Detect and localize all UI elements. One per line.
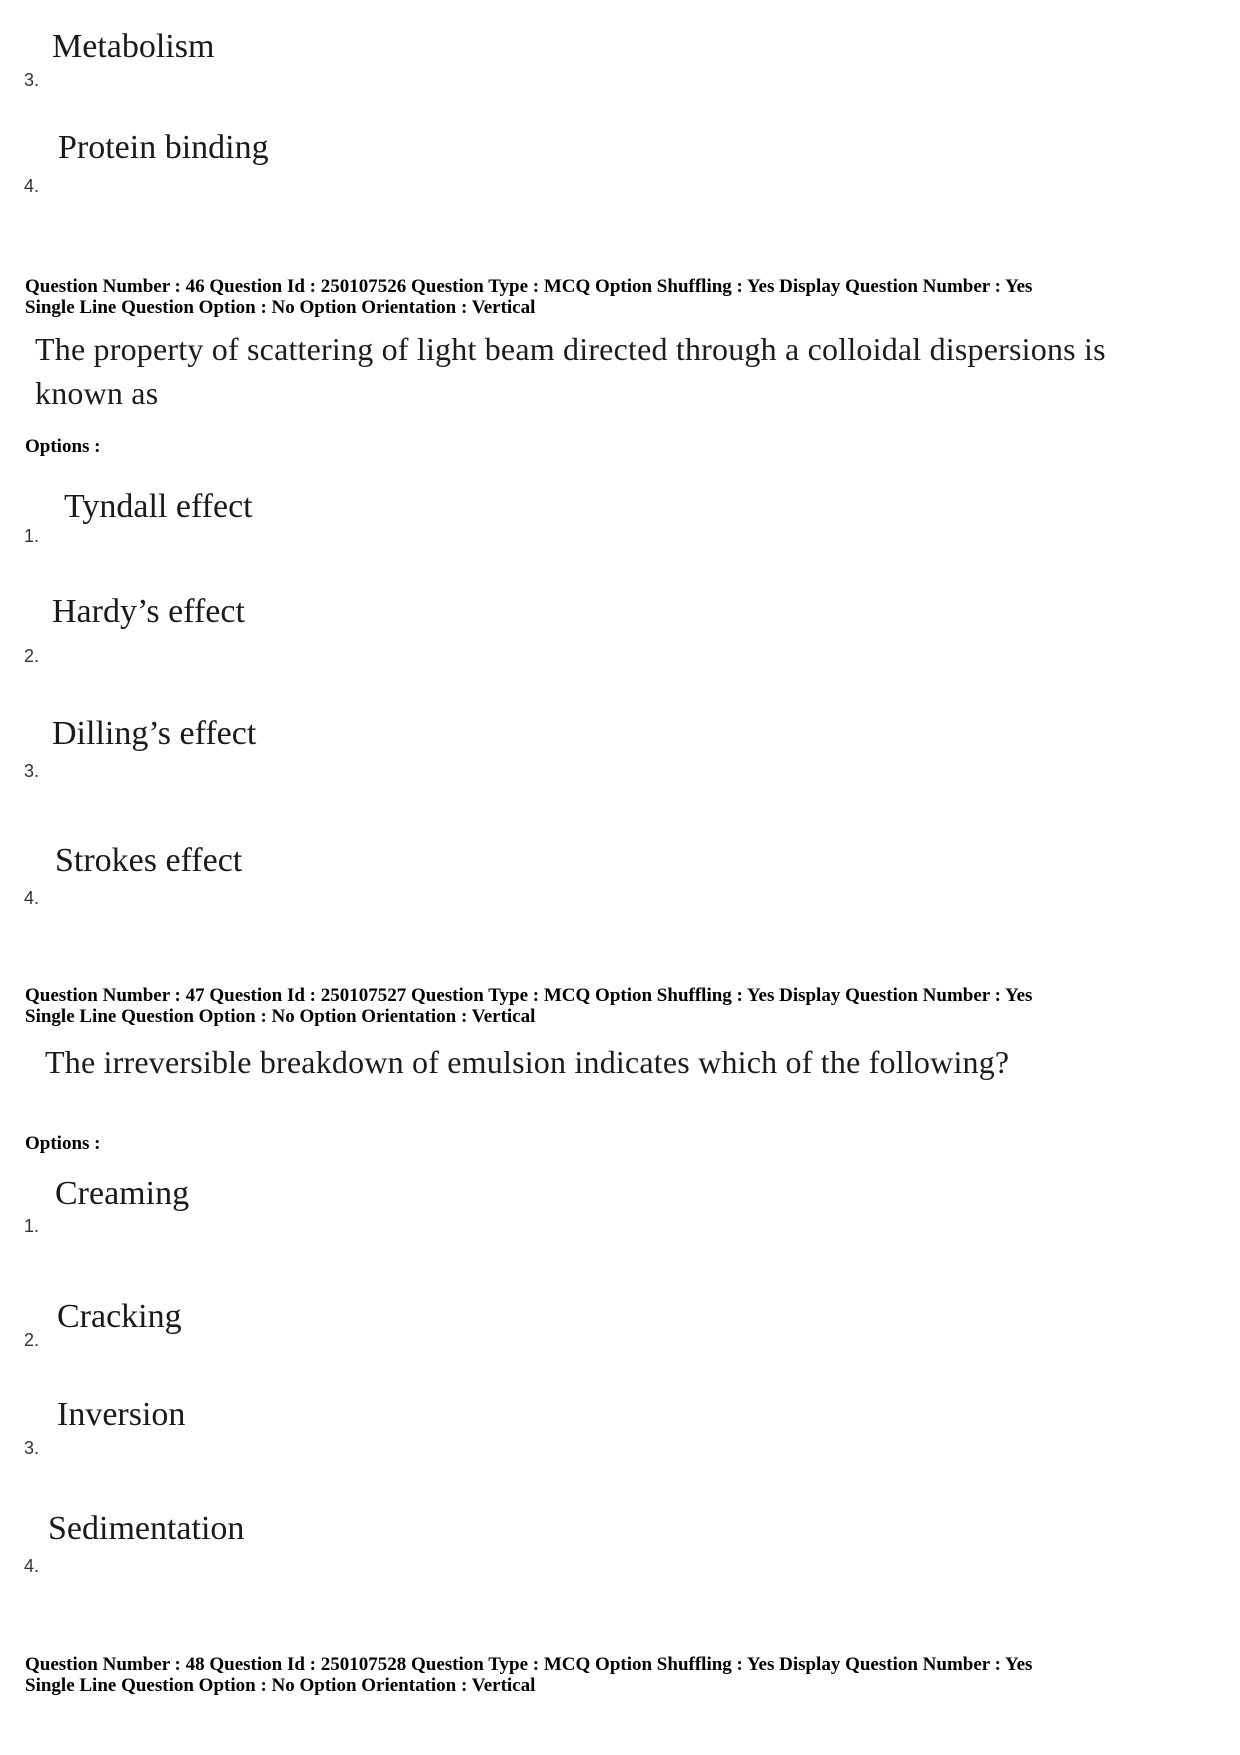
option-number: 4.	[24, 176, 40, 196]
option-text: Metabolism	[52, 28, 215, 65]
option-number: 2.	[24, 646, 40, 666]
option-text: Inversion	[57, 1396, 186, 1433]
question-text: The irreversible breakdown of emulsion indicates which of the following?	[45, 1044, 1010, 1080]
option-number: 2.	[24, 1330, 40, 1350]
question-meta: Question Number : 46 Question Id : 250107526 Question Type : MCQ Option Shuffling : Yes Display Question Number : Yes	[25, 276, 1033, 297]
option-number: 1.	[24, 526, 40, 546]
option-number: 4.	[24, 1556, 40, 1576]
option-text: Protein binding	[58, 129, 269, 166]
option-text: Hardy’s effect	[52, 593, 245, 630]
question-meta: Question Number : 48 Question Id : 250107528 Question Type : MCQ Option Shuffling : Yes Display Question Number : Yes	[25, 1654, 1033, 1675]
option-text: Creaming	[55, 1175, 190, 1212]
question-text: The property of scattering of light beam directed through a colloidal dispersions is	[35, 331, 1106, 367]
option-number: 3.	[24, 761, 40, 781]
options-label: Options :	[25, 1133, 101, 1154]
question-meta: Single Line Question Option : No Option Orientation : Vertical	[25, 1675, 536, 1696]
option-number: 3.	[24, 1438, 40, 1458]
option-text: Sedimentation	[48, 1510, 245, 1547]
question-meta: Single Line Question Option : No Option Orientation : Vertical	[25, 297, 536, 318]
option-text: Strokes effect	[55, 842, 243, 879]
option-number: 4.	[24, 888, 40, 908]
option-number: 3.	[24, 70, 40, 90]
option-text: Tyndall effect	[64, 488, 253, 525]
question-meta: Single Line Question Option : No Option Orientation : Vertical	[25, 1006, 536, 1027]
question-meta: Question Number : 47 Question Id : 250107527 Question Type : MCQ Option Shuffling : Yes Display Question Number : Yes	[25, 985, 1033, 1006]
question-text: known as	[35, 375, 159, 411]
option-number: 1.	[24, 1216, 40, 1236]
option-text: Dilling’s effect	[52, 715, 257, 752]
options-label: Options :	[25, 436, 101, 457]
option-text: Cracking	[57, 1298, 182, 1335]
